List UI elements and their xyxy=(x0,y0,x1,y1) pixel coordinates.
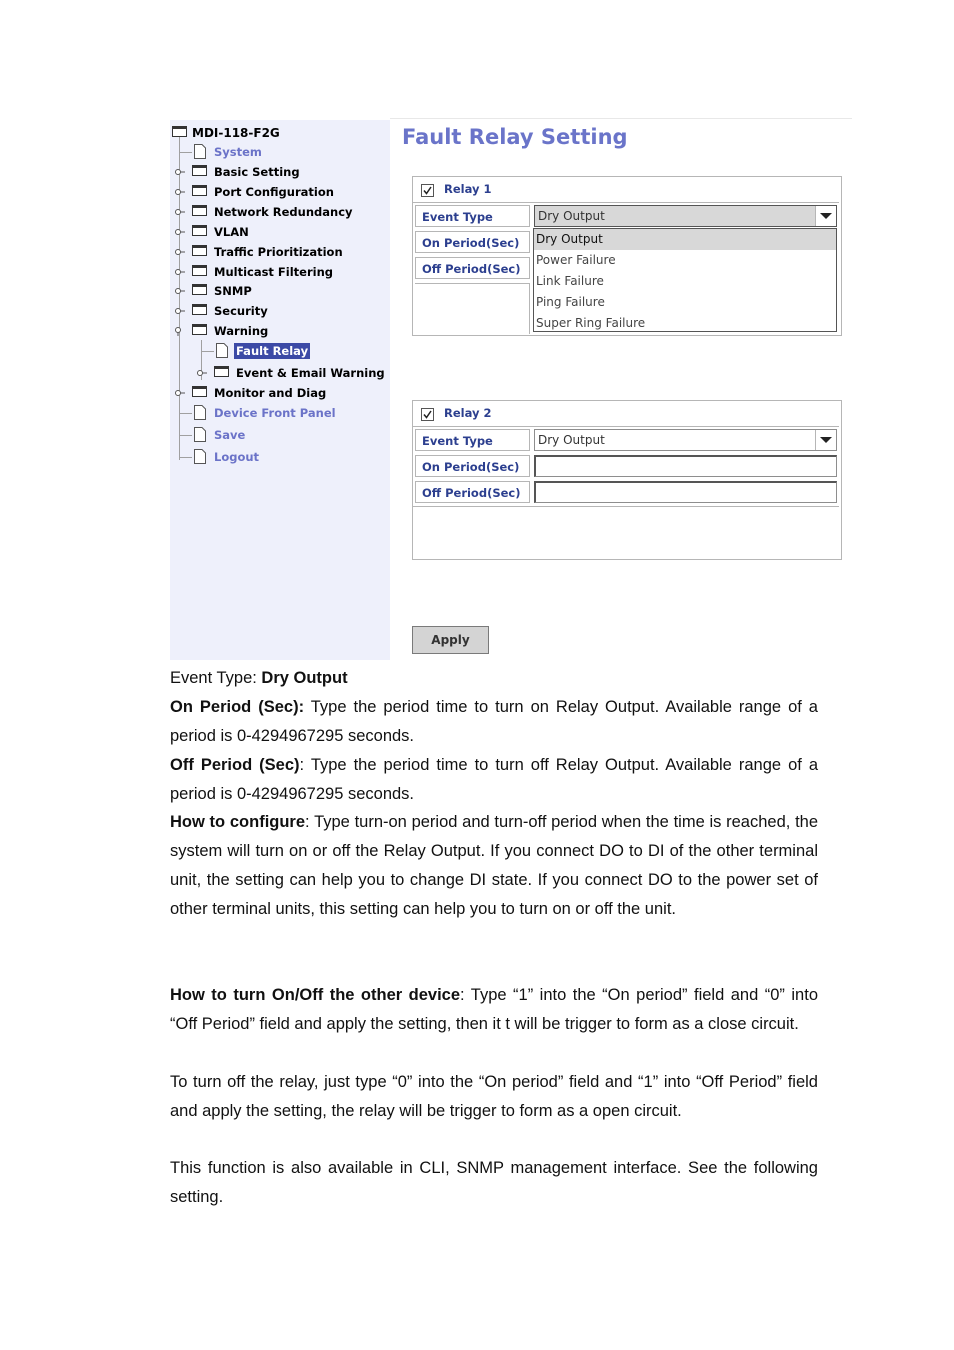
page-icon xyxy=(216,343,228,358)
tree-item-label: Traffic Prioritization xyxy=(214,245,343,259)
tree-item-label: System xyxy=(214,145,262,159)
dropdown-option[interactable]: Dry Output xyxy=(534,229,836,250)
paragraph-how-to-turn-on-off xyxy=(170,981,818,1039)
text: : Type the period time to turn off Relay Output. Available range of a period is 0-4294967295 seconds. xyxy=(170,756,819,803)
tree-item-label: Event & Email Warning xyxy=(236,366,385,380)
paragraph-event-type xyxy=(170,664,818,693)
expand-icon[interactable] xyxy=(175,267,185,277)
folder-icon xyxy=(192,205,207,216)
expand-icon[interactable] xyxy=(175,247,185,257)
expand-icon[interactable] xyxy=(175,207,185,217)
paragraph-on-period xyxy=(170,693,818,751)
tree-item-label: Port Configuration xyxy=(214,185,334,199)
tree-item-label: Security xyxy=(214,304,268,318)
relay1-off-period-label: Off Period(Sec) xyxy=(415,257,530,279)
navigation-tree xyxy=(170,120,390,660)
folder-icon xyxy=(192,304,207,315)
tree-root-label: MDI-118-F2G xyxy=(192,126,280,140)
text: This function is also available in CLI, SNMP management interface. See the following setting. xyxy=(170,1159,818,1206)
expand-icon[interactable] xyxy=(175,227,185,237)
paragraph-cli-snmp xyxy=(170,1154,818,1212)
page-icon xyxy=(194,449,206,464)
tree-item-label: VLAN xyxy=(214,225,249,239)
relay2-off-period-label: Off Period(Sec) xyxy=(415,481,530,503)
folder-icon xyxy=(192,245,207,256)
folder-icon xyxy=(192,185,207,196)
tree-item-label: Fault Relay xyxy=(236,344,309,358)
relay1-empty-cell xyxy=(415,283,530,334)
expand-icon[interactable] xyxy=(175,306,185,316)
tree-item-label: Logout xyxy=(214,450,260,464)
text: : Type “1” into the “On period” field and “0” into “Off Period” field and apply the setting, then it t will be trigger to form as a close circuit. xyxy=(170,986,818,1033)
text-bold: Off Period (Sec) xyxy=(170,756,300,774)
screenshot-top-border xyxy=(390,118,852,119)
expand-icon[interactable] xyxy=(175,187,185,197)
text: Type the period time to turn on Relay Output. Available range of a period is 0-4294967295 seconds. xyxy=(170,698,818,745)
relay1-event-type-value: Dry Output xyxy=(538,209,605,223)
apply-button[interactable]: Apply xyxy=(412,626,489,654)
relay2-panel xyxy=(412,400,842,560)
dropdown-option[interactable]: Power Failure xyxy=(536,253,616,267)
paragraph-turn-off-relay xyxy=(170,1068,818,1126)
page-icon xyxy=(194,405,206,420)
tree-item-label: Save xyxy=(214,428,246,442)
relay2-on-period-label: On Period(Sec) xyxy=(415,455,530,477)
text: Event Type: xyxy=(170,669,262,687)
text-bold: Dry Output xyxy=(261,669,348,687)
document-body xyxy=(170,664,818,1224)
relay2-event-type-value: Dry Output xyxy=(538,433,605,447)
relay2-row-divider xyxy=(413,506,839,507)
folder-icon xyxy=(214,366,229,377)
folder-icon xyxy=(192,225,207,236)
relay1-checkbox[interactable] xyxy=(421,184,434,197)
relay1-event-type-label: Event Type xyxy=(415,205,530,227)
chevron-down-icon[interactable] xyxy=(815,206,836,226)
relay1-title: Relay 1 xyxy=(444,182,492,196)
text: : Type turn-on period and turn-off period when the time is reached, the system will turn on or off the Relay Output. If you connect DO to DI of the other terminal unit, the setting can help you to change DI state. If you connect DO to the power set of other terminal units, this setting can help you to turn on or off the unit. xyxy=(170,813,819,918)
tree-item-label: Device Front Panel xyxy=(214,406,336,420)
tree-item-label: Network Redundancy xyxy=(214,205,353,219)
tree-guide-line xyxy=(179,136,180,460)
folder-icon xyxy=(192,284,207,295)
expand-icon[interactable] xyxy=(175,167,185,177)
relay2-event-type-label: Event Type xyxy=(415,429,530,451)
folder-open-icon xyxy=(192,324,207,335)
expand-icon[interactable] xyxy=(175,388,185,398)
relay1-event-type-select[interactable] xyxy=(534,205,837,227)
collapse-icon[interactable] xyxy=(175,326,185,336)
page-icon xyxy=(194,427,206,442)
folder-icon xyxy=(192,165,207,176)
expand-icon[interactable] xyxy=(197,368,207,378)
chevron-down-icon[interactable] xyxy=(815,430,836,450)
paragraph-how-to-configure xyxy=(170,808,818,924)
paragraph-off-period xyxy=(170,751,818,809)
tree-item-label: SNMP xyxy=(214,284,252,298)
dropdown-option[interactable]: Link Failure xyxy=(536,274,604,288)
expand-icon[interactable] xyxy=(175,286,185,296)
relay1-header xyxy=(413,177,839,203)
relay2-title: Relay 2 xyxy=(444,406,492,420)
folder-icon xyxy=(192,386,207,397)
dropdown-option[interactable]: Super Ring Failure xyxy=(536,316,646,330)
relay2-header xyxy=(413,401,839,427)
page-icon xyxy=(194,144,206,159)
dropdown-option[interactable]: Ping Failure xyxy=(536,295,605,309)
text-bold: How to turn On/Off the other device xyxy=(170,986,461,1004)
text: To turn off the relay, just type “0” into the “On period” field and “1” into “Off Period” field and apply the setting, the relay will be trigger to form as a open circuit. xyxy=(170,1073,818,1120)
folder-icon xyxy=(172,126,187,137)
relay2-event-type-select[interactable] xyxy=(534,429,837,451)
text-bold: How to configure xyxy=(170,813,306,831)
relay2-off-period-input[interactable] xyxy=(534,481,837,503)
tree-item-label: Multicast Filtering xyxy=(214,265,334,279)
relay1-on-period-label: On Period(Sec) xyxy=(415,231,530,253)
folder-icon xyxy=(192,265,207,276)
relay2-on-period-input[interactable] xyxy=(534,455,837,477)
page-title: Fault Relay Setting xyxy=(402,125,628,149)
text-bold: On Period (Sec): xyxy=(170,698,305,716)
relay2-checkbox[interactable] xyxy=(421,408,434,421)
tree-item-label: Warning xyxy=(214,324,269,338)
tree-item-label: Basic Setting xyxy=(214,165,300,179)
relay1-event-type-dropdown[interactable] xyxy=(533,228,837,332)
tree-item-label: Monitor and Diag xyxy=(214,386,327,400)
